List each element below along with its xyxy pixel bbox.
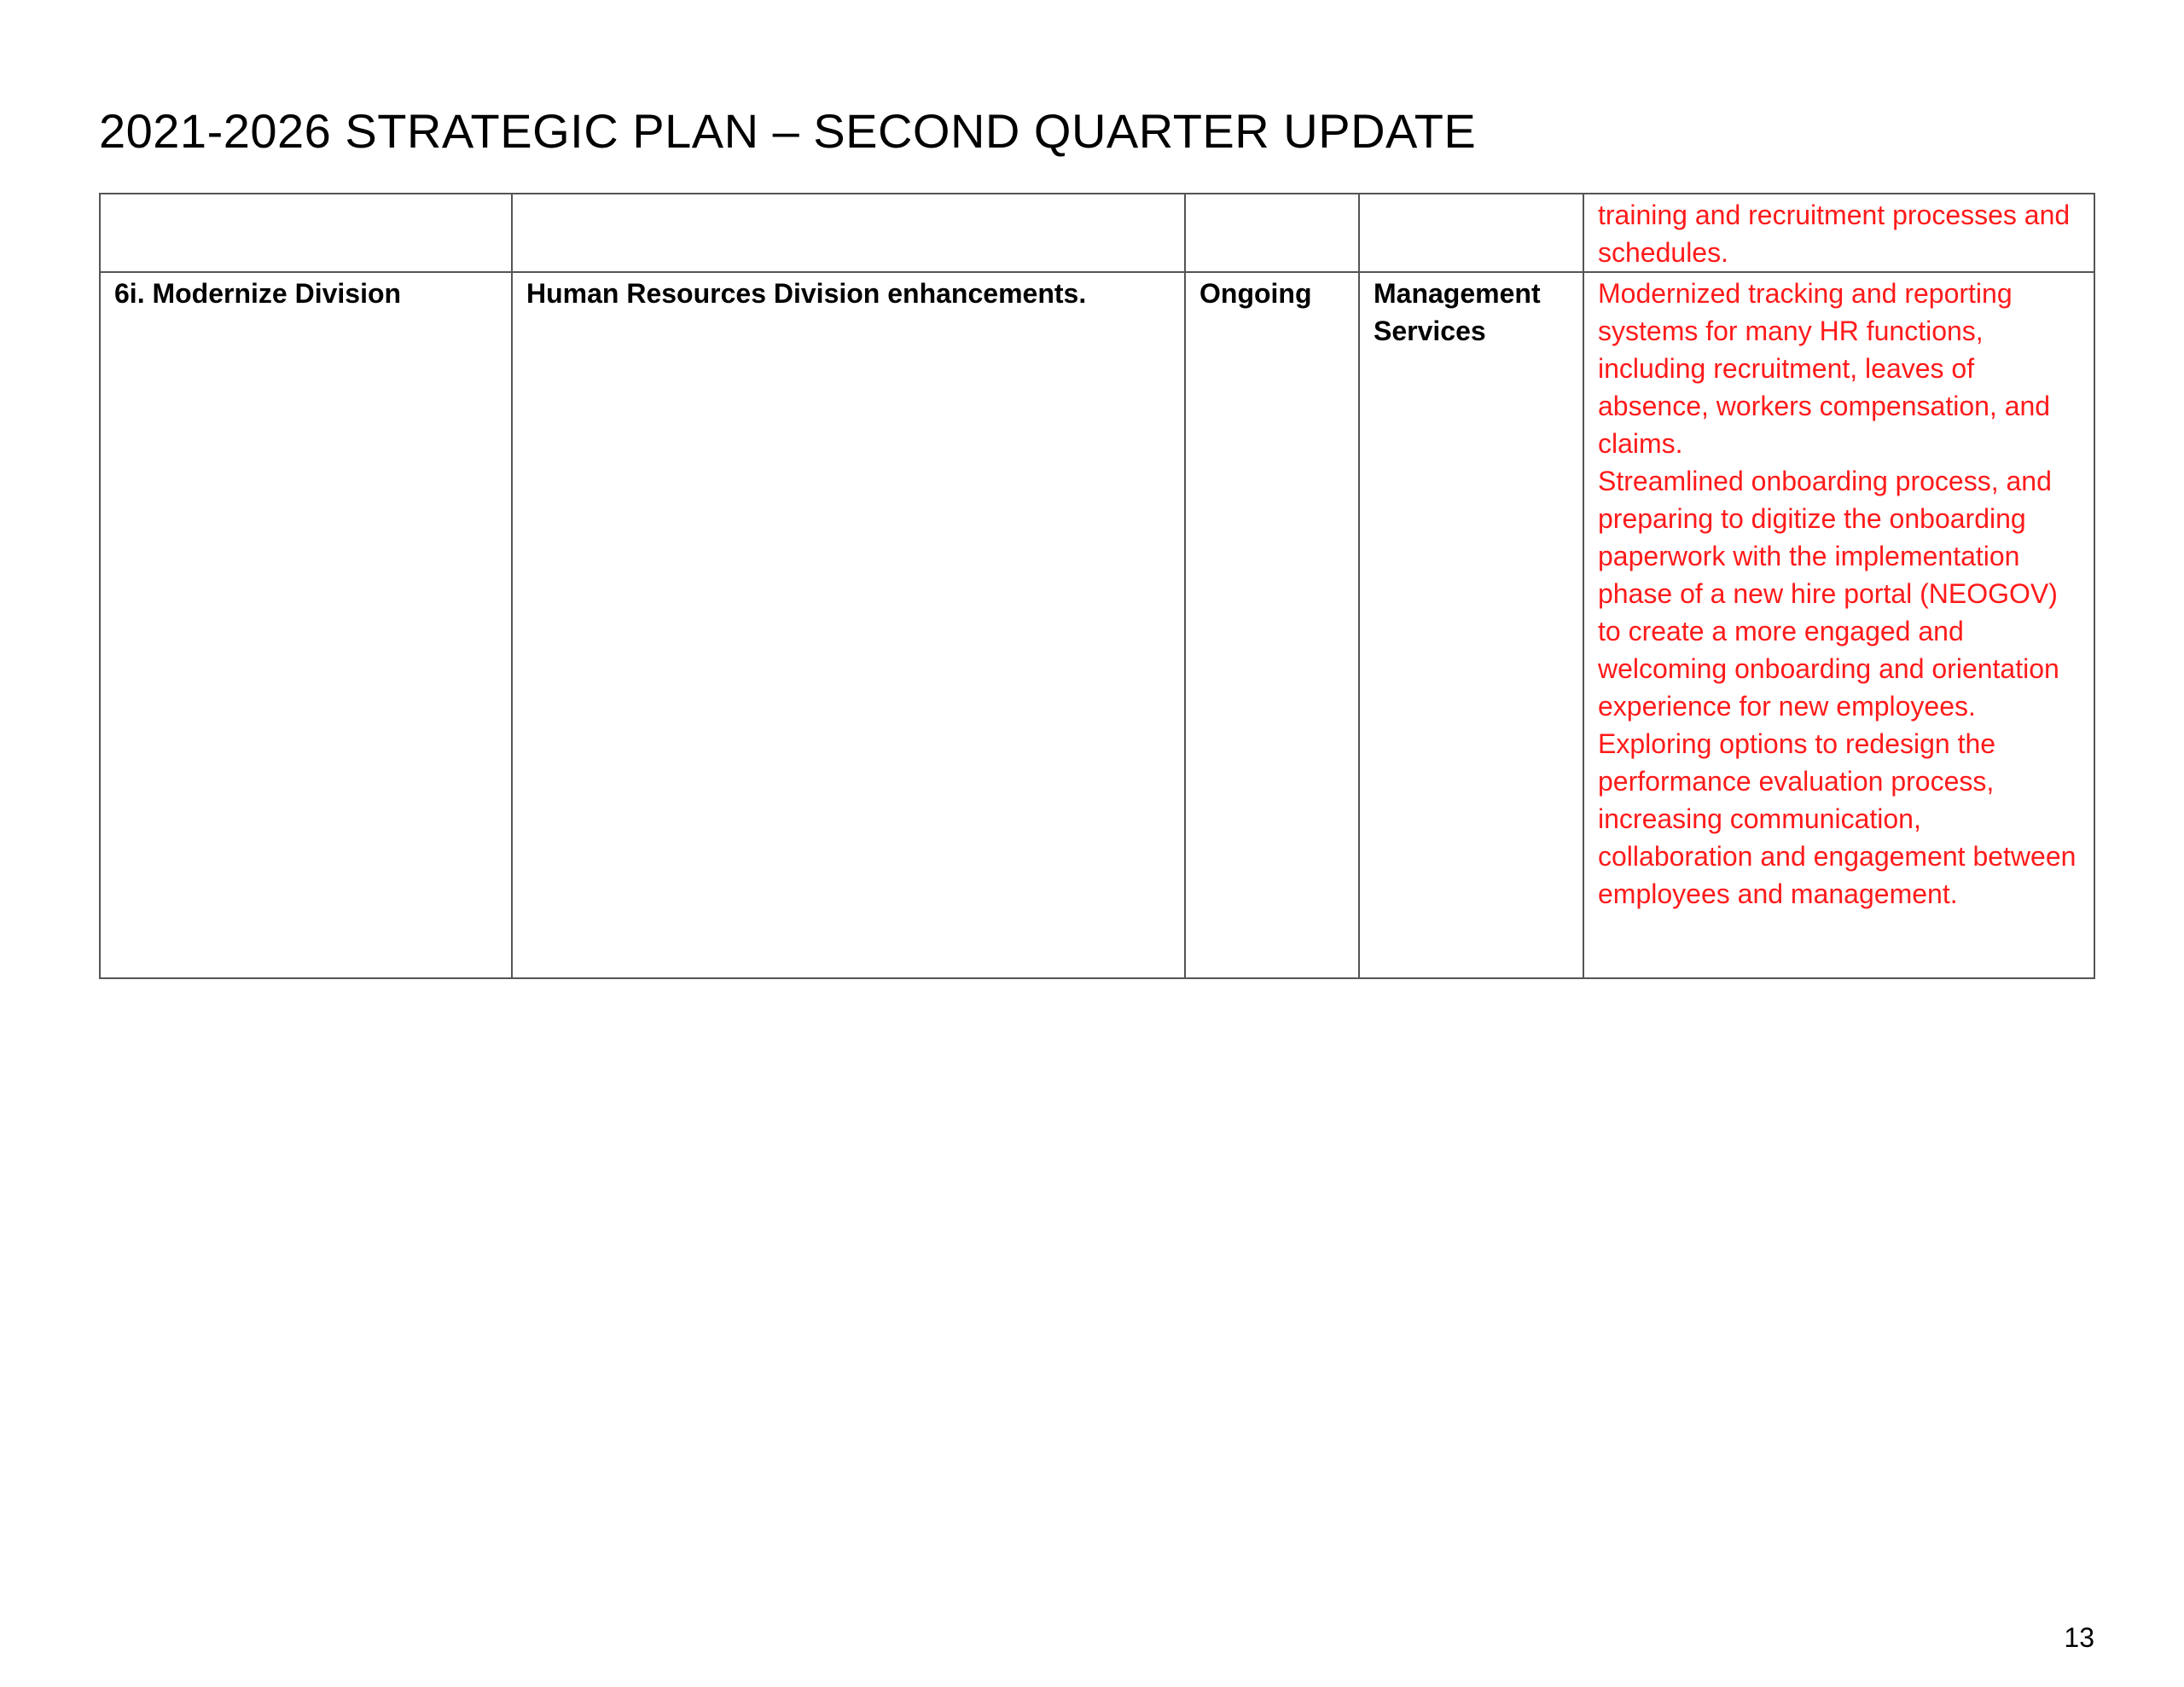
cell-status [1185, 194, 1359, 272]
table-row-continuation [100, 194, 2094, 272]
cell-update: training and recruitment processes and schedules. [1583, 194, 2094, 272]
strategic-plan-table [99, 193, 2095, 979]
cell-status: Ongoing [1185, 272, 1359, 978]
cell-lead: Management Services [1359, 272, 1583, 978]
cell-goal [100, 194, 512, 272]
cell-action: Human Resources Division enhancements. [512, 272, 1185, 978]
cell-lead [1359, 194, 1583, 272]
table-row [100, 272, 2094, 978]
page-title: 2021-2026 STRATEGIC PLAN – SECOND QUARTER UPDATE [99, 104, 1477, 158]
update-paragraph: Streamlined onboarding process, and preparing to digitize the onboarding paperwork with the implementation phase of a new hire portal (NEOGOV) to create a more engaged and welcoming onboarding and orientation experience for new employees. [1598, 466, 2059, 722]
cell-goal: 6i. Modernize Division [100, 272, 512, 978]
cell-update [1583, 272, 2094, 978]
page-number: 13 [2064, 1622, 2094, 1653]
cell-action [512, 194, 1185, 272]
update-paragraph: Modernized tracking and reporting systems for many HR functions, including recruitment, leaves of absence, workers compensation, and claims. [1598, 278, 2051, 459]
update-paragraph: Exploring options to redesign the performance evaluation process, increasing communication, collaboration and engagement between employees and management. [1598, 728, 2077, 909]
